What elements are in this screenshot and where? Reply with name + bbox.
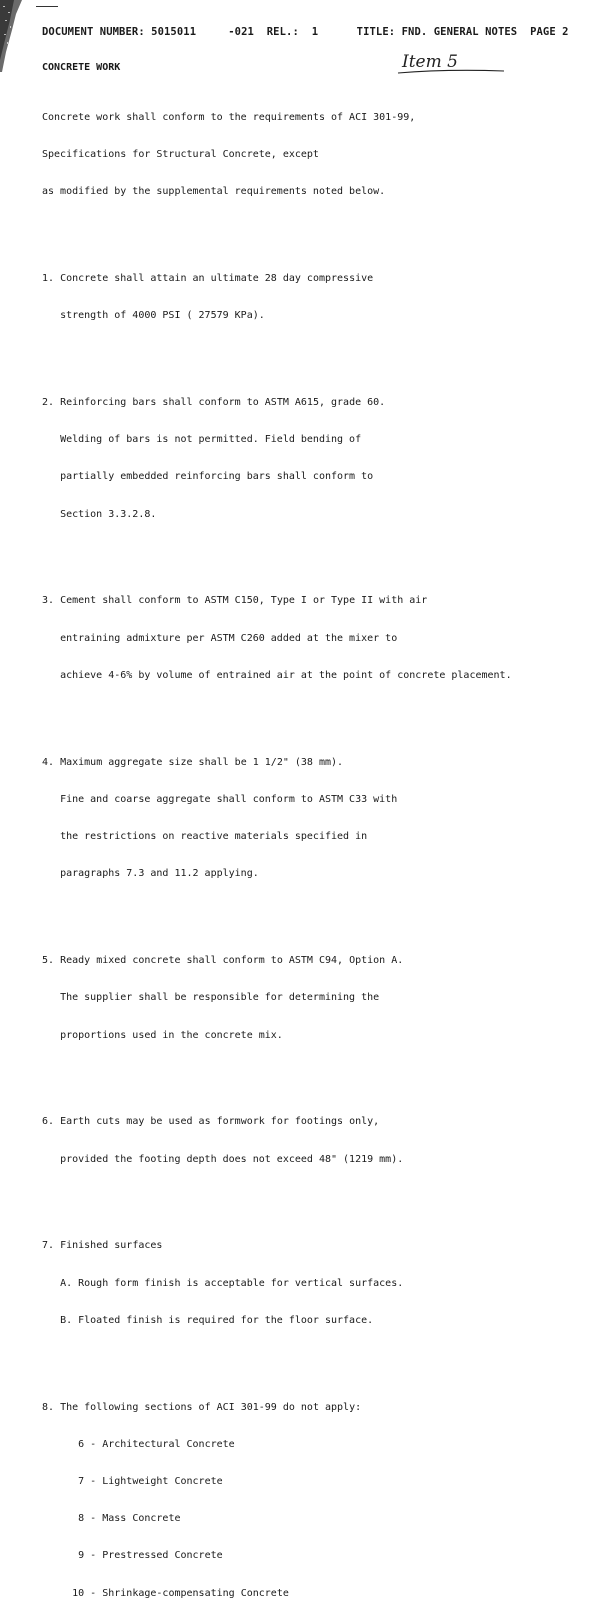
intro-line: Concrete work shall conform to the requirements of ACI 301-99, xyxy=(42,111,416,123)
section-title: CONCRETE WORK xyxy=(42,62,121,73)
doc-number-label: DOCUMENT NUMBER: xyxy=(42,26,145,38)
note-item-1: 1. Concrete shall attain an ultimate 28 day compressive xyxy=(42,273,374,285)
title-label: TITLE: xyxy=(356,26,396,38)
page-label: PAGE xyxy=(530,26,556,38)
excluded-section: 9 - Prestressed Concrete xyxy=(78,1550,223,1562)
rel-label: REL.: xyxy=(266,26,299,38)
note-item-3: 3. Cement shall conform to ASTM C150, Type I or Type II with air xyxy=(42,595,428,607)
note-item-4: 4. Maximum aggregate size shall be 1 1/2" (38 mm). xyxy=(42,756,344,768)
doc-suffix: -021 xyxy=(228,26,254,38)
excluded-section: 10 - Shrinkage-compensating Concrete xyxy=(72,1587,289,1599)
intro-line: Specifications for Structural Concrete, except xyxy=(42,149,319,161)
page-number: 2 xyxy=(562,26,569,38)
rel-value: 1 xyxy=(311,26,319,38)
doc-title: FND. GENERAL NOTES xyxy=(401,26,518,38)
handwritten-annotation xyxy=(396,48,508,78)
doc-number: 5015011 xyxy=(151,26,197,38)
intro-line: as modified by the supplemental requirements noted below. xyxy=(42,186,386,198)
top-mark xyxy=(36,6,58,7)
note-item-7: 7. Finished surfaces xyxy=(42,1240,163,1252)
excluded-section: 8 - Mass Concrete xyxy=(78,1513,181,1525)
note-item-5: 5. Ready mixed concrete shall conform to ASTM C94, Option A. xyxy=(42,955,404,967)
excluded-section: 6 - Architectural Concrete xyxy=(78,1438,235,1450)
note-item-8: 8. The following sections of ACI 301-99 do not apply: xyxy=(42,1401,362,1413)
document-header xyxy=(42,26,582,38)
notes-body: Concrete work shall conform to the requirements of ACI 301-99, Specifications for Structural Concrete, except as modified by the supplemental requirements noted below. 1. Concrete shall attain an ultimate 28 day compressive strength of 4000 PSI ( 27579 KPa). 2. Reinforcing bars shall conform to ASTM A615, grade 60. Welding of bars is not permitted. Field bending of partially embedded reinforcing bars shall conform to Section 3.3.2.8. 3. Cement shall conform to ASTM C150, Type I or Type II with air entraining admixture per ASTM C260 added at the mixer to achieve 4-6% by volume of entrained air at the point of concrete placement. 4. Maximum aggregate size shall be 1 1/2" (38 mm). Fine and coarse aggregate shall conform to ASTM C33 with the restrictions on reactive materials specified in paragraphs 7.3 and 11.2 applying. 5. Ready mixed concrete shall conform to ASTM C94, Option A. The supplier shall be responsible for determining the proportions used in the concrete mix. 6. Earth cuts may be used as formwork for footings only, provided the footing depth does not exceed 48" (1219 mm). 7. Finished surfaces A. Rough form finish is acceptable for vertical surfaces. B. Floated finish is required for the floor surface. 8. The following sections of ACI 301-99 do not apply: 6 - Architectural Concrete 7 - Lightweight Concrete 8 - Mass Concrete 9 - Prestressed Concrete 10 - Shrinkage-compensating Concrete xyxy=(42,87,582,1600)
excluded-section: 7 - Lightweight Concrete xyxy=(78,1475,223,1487)
scan-edge-smudge xyxy=(0,0,24,72)
note-item-6: 6. Earth cuts may be used as formwork for footings only, xyxy=(42,1116,380,1128)
signature-text: Item 5 xyxy=(402,52,458,72)
note-item-2: 2. Reinforcing bars shall conform to ASTM A615, grade 60. xyxy=(42,397,386,409)
